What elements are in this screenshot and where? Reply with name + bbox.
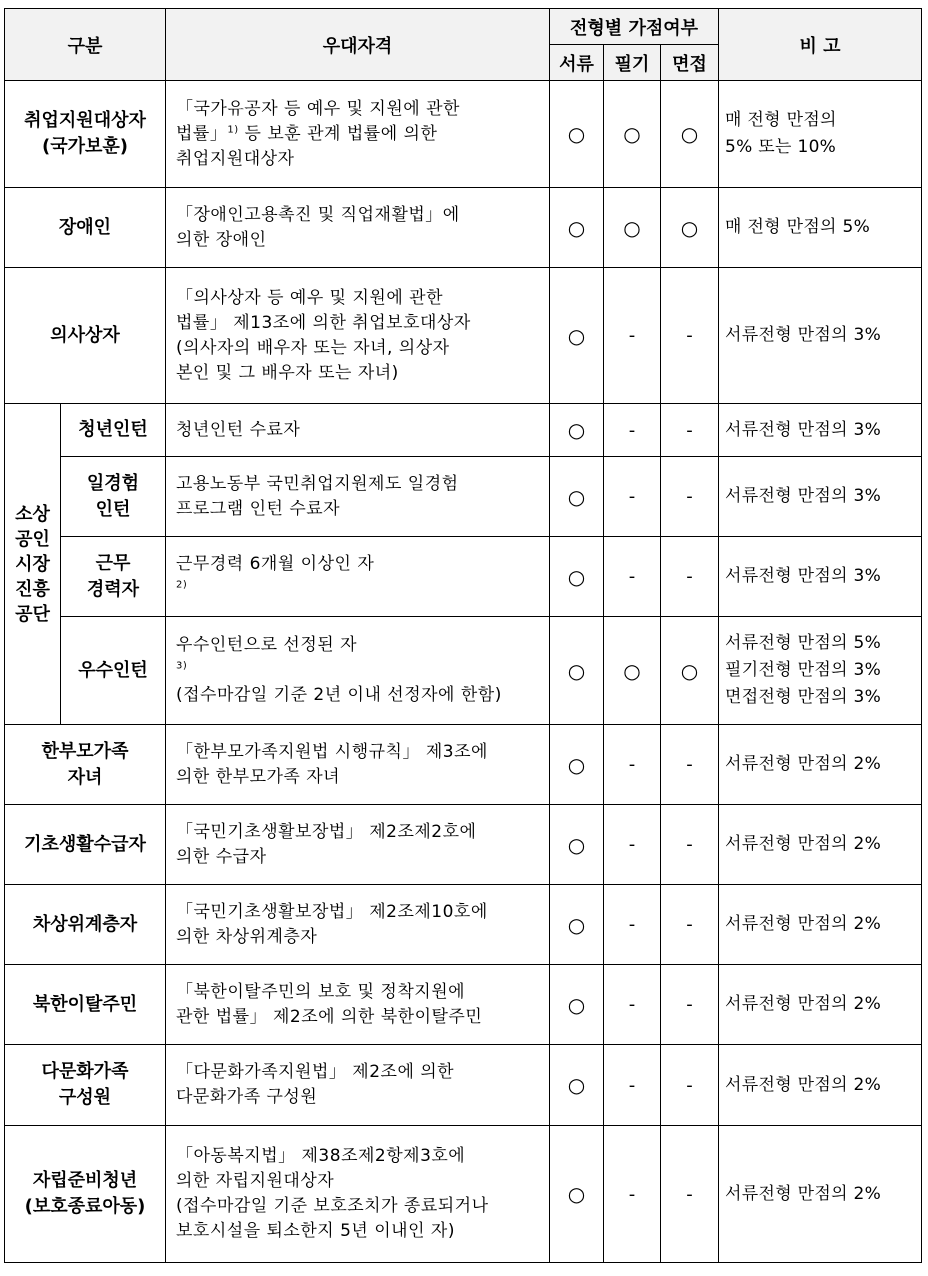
preference-table <box>4 8 922 1263</box>
header-category: 구분 <box>5 9 166 81</box>
row-category: 북한이탈주민 <box>5 965 166 1045</box>
written-mark: ○ <box>604 617 661 725</box>
row-category: 기초생활수급자 <box>5 805 166 885</box>
row-remark: 매 전형 만점의 5% <box>719 188 922 268</box>
row-remark: 서류전형 만점의 5% 필기전형 만점의 3% 면접전형 만점의 3% <box>719 617 922 725</box>
table-row <box>5 617 922 725</box>
interview-mark: - <box>661 268 719 404</box>
written-mark: - <box>604 805 661 885</box>
footnote-marker: 1) <box>227 123 239 135</box>
table-row <box>5 805 922 885</box>
interview-mark: - <box>661 885 719 965</box>
written-mark: - <box>604 537 661 617</box>
footnote-marker: 2) <box>176 578 188 590</box>
row-remark: 서류전형 만점의 2% <box>719 725 922 805</box>
written-mark: - <box>604 885 661 965</box>
row-category: 취업지원대상자 (국가보훈) <box>5 81 166 188</box>
header-written: 필기 <box>604 45 661 81</box>
table-row <box>5 268 922 404</box>
doc-mark: ○ <box>550 457 604 537</box>
table-row <box>5 1126 922 1263</box>
doc-mark: ○ <box>550 885 604 965</box>
written-mark: - <box>604 1126 661 1263</box>
written-mark: - <box>604 725 661 805</box>
row-remark: 서류전형 만점의 2% <box>719 805 922 885</box>
row-remark: 서류전형 만점의 3% <box>719 537 922 617</box>
row-remark: 서류전형 만점의 2% <box>719 965 922 1045</box>
written-mark: ○ <box>604 81 661 188</box>
interview-mark: ○ <box>661 617 719 725</box>
row-remark: 서류전형 만점의 3% <box>719 404 922 457</box>
interview-mark: - <box>661 805 719 885</box>
row-qualification: 고용노동부 국민취업지원제도 일경험 프로그램 인턴 수료자 <box>166 457 550 537</box>
row-qualification: 「국가유공자 등 예우 및 지원에 관한 법률」$^{1)}$ 등 보훈 관계 법률에 의한 취업지원대상자 <box>166 81 550 188</box>
interview-mark: - <box>661 404 719 457</box>
sub-category: 우수인턴 <box>61 617 166 725</box>
row-category: 차상위계층자 <box>5 885 166 965</box>
row-qualification: 「의사상자 등 예우 및 지원에 관한 법률」 제13조에 의한 취업보호대상자 (의사자의 배우자 또는 자녀, 의상자 본인 및 그 배우자 또는 자녀) <box>166 268 550 404</box>
written-mark: - <box>604 1045 661 1126</box>
header-doc: 서류 <box>550 45 604 81</box>
doc-mark: ○ <box>550 1126 604 1263</box>
row-qualification: 「북한이탈주민의 보호 및 정착지원에 관한 법률」 제2조에 의한 북한이탈주민 <box>166 965 550 1045</box>
doc-mark: ○ <box>550 1045 604 1126</box>
row-qualification: 청년인턴 수료자 <box>166 404 550 457</box>
written-mark: - <box>604 404 661 457</box>
row-remark: 서류전형 만점의 2% <box>719 1126 922 1263</box>
doc-mark: ○ <box>550 188 604 268</box>
row-category: 의사상자 <box>5 268 166 404</box>
sub-category: 근무 경력자 <box>61 537 166 617</box>
doc-mark: ○ <box>550 805 604 885</box>
written-mark: - <box>604 457 661 537</box>
doc-mark: ○ <box>550 404 604 457</box>
interview-mark: - <box>661 537 719 617</box>
row-category: 자립준비청년 (보호종료아동) <box>5 1126 166 1263</box>
table-row <box>5 81 922 188</box>
row-remark: 서류전형 만점의 2% <box>719 1045 922 1126</box>
footnote-marker: 3) <box>176 660 188 672</box>
table-row <box>5 457 922 537</box>
written-mark: - <box>604 965 661 1045</box>
doc-mark: ○ <box>550 617 604 725</box>
row-category: 장애인 <box>5 188 166 268</box>
row-qualification: 우수인턴으로 선정된 자 $^{3)}$ (접수마감일 기준 2년 이내 선정자에 한함) <box>166 617 550 725</box>
interview-mark: - <box>661 725 719 805</box>
header-interview: 면접 <box>661 45 719 81</box>
row-qualification: 「다문화가족지원법」 제2조에 의한 다문화가족 구성원 <box>166 1045 550 1126</box>
interview-mark: - <box>661 965 719 1045</box>
row-qualification: 「한부모가족지원법 시행규칙」 제3조에 의한 한부모가족 자녀 <box>166 725 550 805</box>
table-row <box>5 404 922 457</box>
written-mark: ○ <box>604 188 661 268</box>
sub-category: 청년인턴 <box>61 404 166 457</box>
row-category: 다문화가족 구성원 <box>5 1045 166 1126</box>
interview-mark: - <box>661 1045 719 1126</box>
interview-mark: ○ <box>661 81 719 188</box>
row-qualification: 「국민기초생활보장법」 제2조제2호에 의한 수급자 <box>166 805 550 885</box>
interview-mark: - <box>661 457 719 537</box>
table-row <box>5 965 922 1045</box>
row-qualification: 「장애인고용촉진 및 직업재활법」에 의한 장애인 <box>166 188 550 268</box>
interview-mark: ○ <box>661 188 719 268</box>
row-remark: 서류전형 만점의 2% <box>719 885 922 965</box>
header-qualification: 우대자격 <box>166 9 550 81</box>
doc-mark: ○ <box>550 268 604 404</box>
written-mark: - <box>604 268 661 404</box>
table-row <box>5 188 922 268</box>
row-qualification: 「국민기초생활보장법」 제2조제10호에 의한 차상위계층자 <box>166 885 550 965</box>
row-category: 한부모가족 자녀 <box>5 725 166 805</box>
sosang-label: 소상 공인 시장 진흥 공단 <box>5 404 61 725</box>
doc-mark: ○ <box>550 965 604 1045</box>
row-qualification: 「아동복지법」 제38조제2항제3호에 의한 자립지원대상자 (접수마감일 기준 보호조치가 종료되거나 보호시설을 퇴소한지 5년 이내인 자) <box>166 1126 550 1263</box>
table-row <box>5 537 922 617</box>
sub-category: 일경험 인턴 <box>61 457 166 537</box>
doc-mark: ○ <box>550 725 604 805</box>
header-bonus-group: 전형별 가점여부 <box>550 9 719 45</box>
row-remark: 매 전형 만점의 5% 또는 10% <box>719 81 922 188</box>
header-remark: 비 고 <box>719 9 922 81</box>
doc-mark: ○ <box>550 537 604 617</box>
interview-mark: - <box>661 1126 719 1263</box>
doc-mark: ○ <box>550 81 604 188</box>
table-row <box>5 1045 922 1126</box>
table-row <box>5 725 922 805</box>
row-qualification: 근무경력 6개월 이상인 자 $^{2)}$ <box>166 537 550 617</box>
table-row <box>5 885 922 965</box>
row-remark: 서류전형 만점의 3% <box>719 457 922 537</box>
row-remark: 서류전형 만점의 3% <box>719 268 922 404</box>
